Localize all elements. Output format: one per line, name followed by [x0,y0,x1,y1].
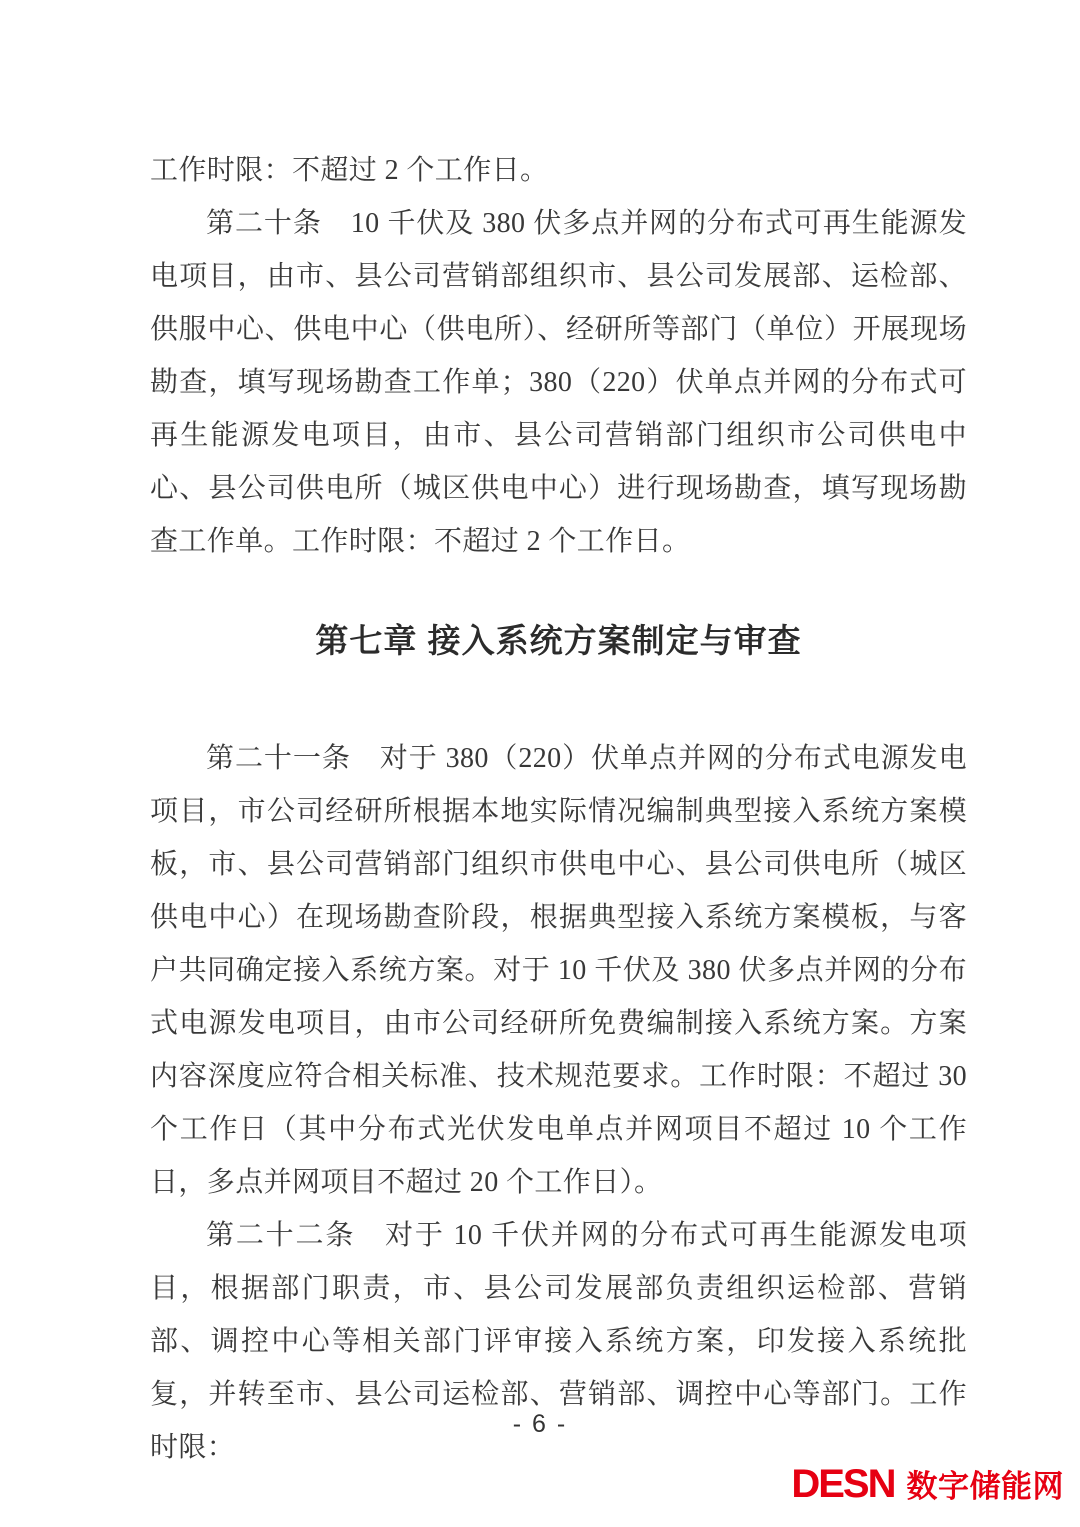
document-content [150,144,967,1474]
chapter-heading: 第七章 接入系统方案制定与审查 [315,622,802,659]
paragraph-article-20: 第二十条 10 千伏及 380 伏多点并网的分布式可再生能源发电项目，由市、县公司营销部组织市、县公司发展部、运检部、供服中心、供电中心（供电所）、经研所等部门（单位）开展现场勘查，填写现场勘查工作单；380（220）伏单点并网的分布式可再生能源发电项目，由市、县公司营销部门组织市公司供电中心、县公司供电所（城区供电中心）进行现场勘查，填写现场勘查工作单。工作时限：不超过 2 个工作日。 [150,208,967,557]
desn-logo-chinese: 数字储能网 [906,1469,1064,1504]
paragraph-article-22: 第二十二条 对于 10 千伏并网的分布式可再生能源发电项目，根据部门职责，市、县公司发展部负责组织运检部、营销部、调控中心等相关部门评审接入系统方案，印发接入系统批复，并转至市、县公司运检部、营销部、调控中心等部门。工作时限： [150,1220,967,1463]
paragraph-continuation: 工作时限：不超过 2 个工作日。 [150,155,549,186]
desn-logo-latin: DESN [791,1462,895,1506]
paragraph-article-21: 第二十一条 对于 380（220）伏单点并网的分布式电源发电项目，市公司经研所根据本地实际情况编制典型接入系统方案模板，市、县公司营销部门组织市供电中心、县公司供电所（城区供电中心）在现场勘查阶段，根据典型接入系统方案模板，与客户共同确定接入系统方案。对于 10 千伏及 380 伏多点并网的分布式电源发电项目，由市公司经研所免费编制接入系统方案。方案内容深度应符合相关标准、技术规范要求。工作时限：不超过 30 个工作日（其中分布式光伏发电单点并网项目不超过 10 个工作日，多点并网项目不超过 20 个工作日）。 [150,743,967,1198]
page-number: - 6 - [512,1410,568,1438]
desn-logo [791,1464,1064,1504]
